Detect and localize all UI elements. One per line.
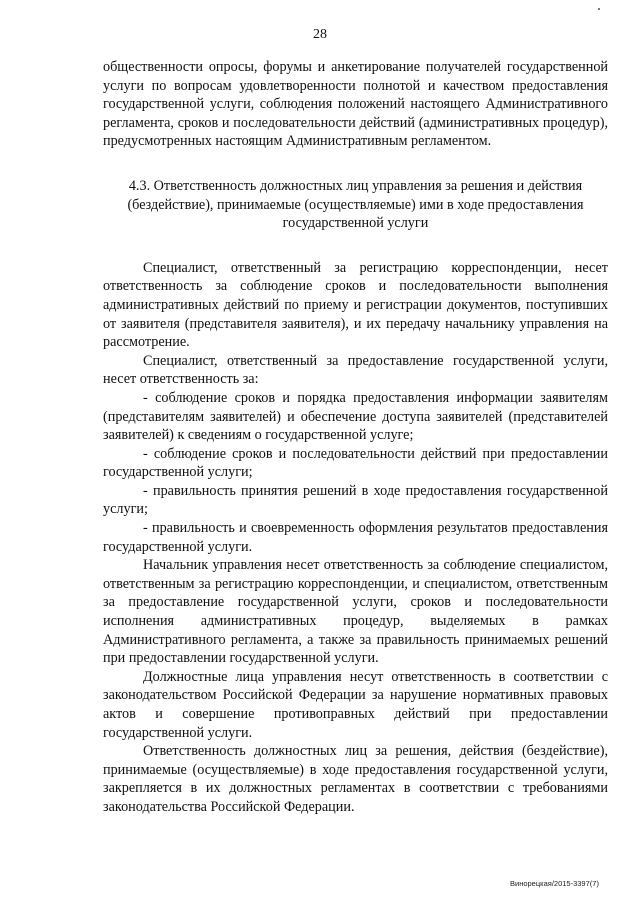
paragraph-final: Ответственность должностных лиц за решения, действия (бездействие), принимаемые (осуществляемые) в ходе предоставления государственной услуги, закрепляется в их должностных регламентах в соответствии с требованиями законодательства Российской Федерации. <box>103 743 608 815</box>
page-number: 28 <box>313 27 327 42</box>
paragraph-officials-responsibility: Должностные лица управления несут ответственность в соответствии с законодательством Российской Федерации за нарушение нормативных правовых актов и совершение противоправных действий при предоставлении государственной услуги. <box>103 668 608 741</box>
document-body <box>103 58 608 817</box>
paragraph-service-specialist: Специалист, ответственный за предоставление государственной услуги, несет ответственность за: <box>103 352 608 388</box>
paragraph-registration-specialist: Специалист, ответственный за регистрацию корреспонденции, несет ответственность за соблюдение сроков и последовательности выполнения административных действий по приему и регистрации документов, поступивших от заявителя (представителя заявителя), и их передачу начальнику управления на рассмотрение. <box>103 259 608 351</box>
intro-paragraph: общественности опросы, форумы и анкетирование получателей государственной услуги по вопросам удовлетворенности полнотой и качеством предоставления государственной услуги, соблюдения положений настоящего Административного регламента, сроков и последовательности действий (административных процедур), предусмотренных настоящим Административным регламентом. <box>103 59 608 150</box>
section-heading: 4.3. Ответственность должностных лиц управления за решения и действия (бездействие), принимаемые (осуществляемые) ими в ходе предоставления государственной услуги <box>127 177 584 232</box>
list-item: - правильность и своевременность оформления результатов предоставления государственной услуги. <box>103 520 608 555</box>
footer-document-code: Винорецкая/2015-3397(7) <box>510 879 599 888</box>
scan-dot-mark <box>598 8 600 10</box>
list-item: - правильность принятия решений в ходе предоставления государственной услуги; <box>103 482 608 518</box>
list-item: - соблюдение сроков и последовательности действий при предоставлении государственной услуги; <box>103 445 608 481</box>
list-item: - соблюдение сроков и порядка предоставления информации заявителям (представителям заявителей) и обеспечение доступа заявителей (представителей заявителей) к сведениям о государственной услуге; <box>103 389 608 444</box>
responsibility-list <box>103 389 608 556</box>
paragraph-head-responsibility: Начальник управления несет ответственность за соблюдение специалистом, ответственным за регистрацию корреспонденции, и специалистом, ответственным за предоставление государственной услуги, сроков и последовательности исполнения административных процедур, выделяемых в рамках Административного регламента, а также за правильность принимаемых решений при предоставлении государственной услуги. <box>103 557 608 667</box>
